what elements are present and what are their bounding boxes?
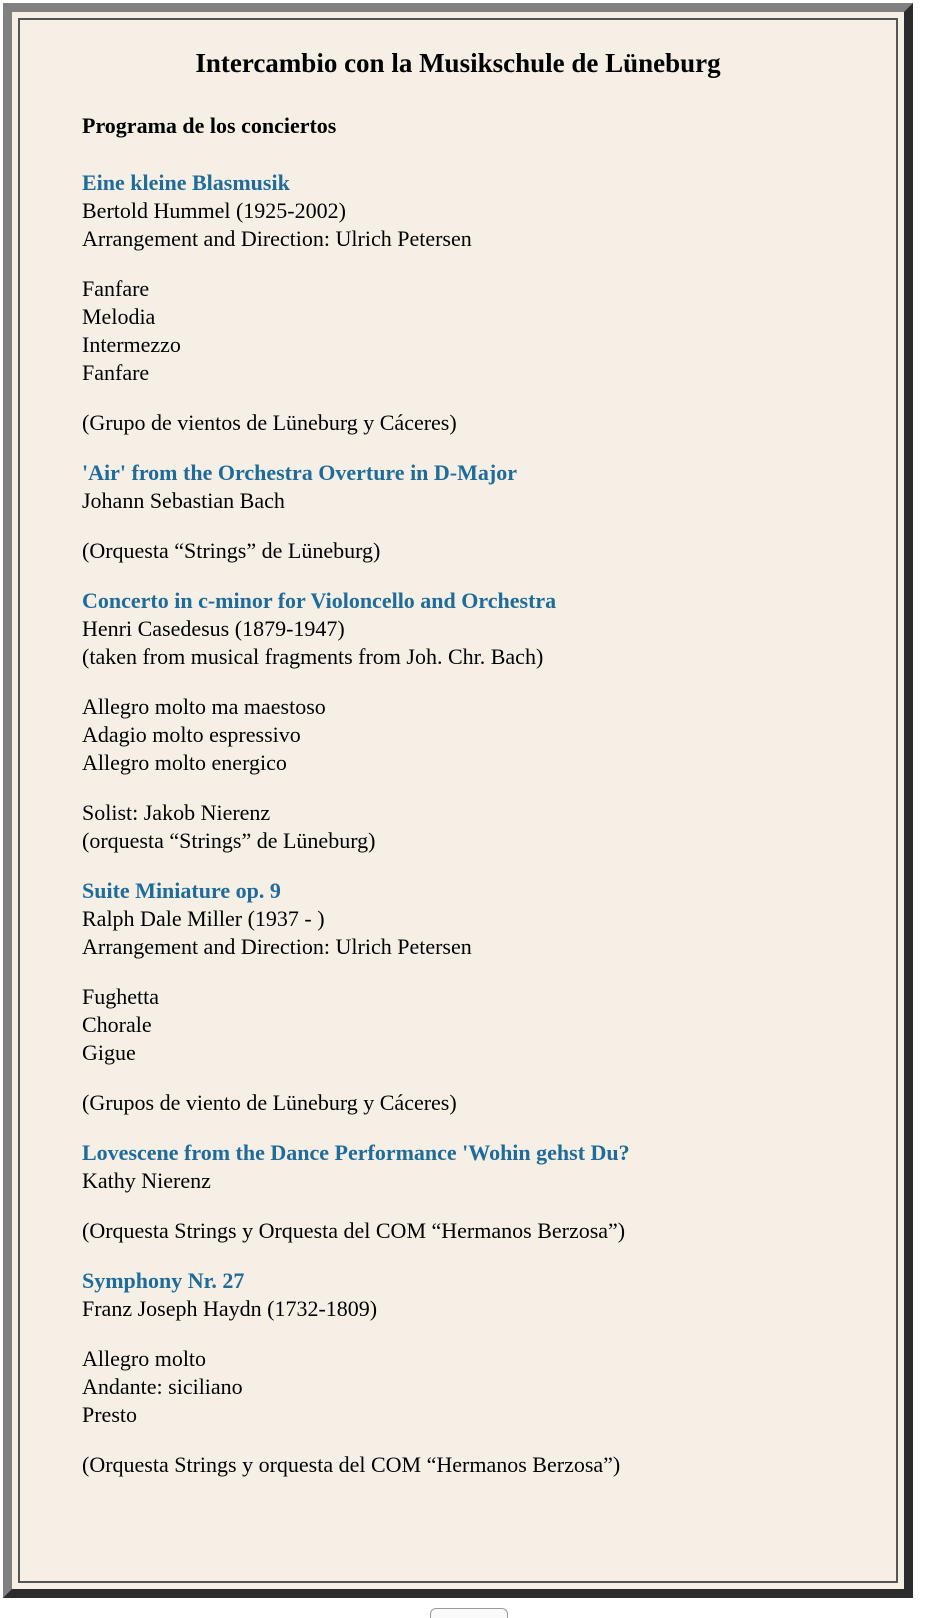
piece-header	[82, 1139, 862, 1195]
piece-header	[82, 459, 862, 515]
movement-item: Allegro molto	[82, 1346, 207, 1371]
performer-notes	[82, 1089, 862, 1117]
performer-note: (Grupo de vientos de Lüneburg y Cáceres)	[82, 410, 457, 435]
movement-item: Andante: siciliano	[82, 1374, 243, 1399]
performer-note: Solist: Jakob Nierenz	[82, 800, 271, 825]
movement-item: Allegro molto ma maestoso	[82, 694, 326, 719]
performer-notes	[82, 1451, 862, 1479]
performer-notes	[82, 409, 862, 437]
piece-info-line: Ralph Dale Miller (1937 - )	[82, 906, 325, 931]
page-frame	[3, 3, 913, 1598]
piece-header	[82, 877, 862, 961]
movement-list	[82, 983, 862, 1067]
movement-item: Fanfare	[82, 276, 150, 301]
program-list	[82, 169, 862, 1501]
movement-list	[82, 275, 862, 387]
piece-info-line: (taken from musical fragments from Joh. Chr. Bach)	[82, 644, 544, 669]
piece-title: Lovescene from the Dance Performance 'Wohin gehst Du?	[82, 1140, 630, 1165]
piece-info-line: Arrangement and Direction: Ulrich Petersen	[82, 226, 472, 251]
bottom-tab[interactable]	[430, 1608, 508, 1618]
performer-note: (Orquesta “Strings” de Lüneburg)	[82, 538, 381, 563]
program-piece	[82, 459, 862, 565]
movement-item: Allegro molto energico	[82, 750, 287, 775]
piece-info-line: Henri Casedesus (1879-1947)	[82, 616, 345, 641]
piece-title: Concerto in c-minor for Violoncello and Orchestra	[82, 588, 557, 613]
program-subtitle: Programa de los conciertos	[82, 113, 337, 138]
movement-item: Chorale	[82, 1012, 152, 1037]
page-title: Intercambio con la Musikschule de Lüneburg	[195, 48, 721, 78]
piece-header	[82, 1267, 862, 1323]
program-piece	[82, 1267, 862, 1479]
program-piece	[82, 1139, 862, 1245]
performer-notes	[82, 1217, 862, 1245]
movement-item: Melodia	[82, 304, 156, 329]
movement-list	[82, 1345, 862, 1429]
movement-item: Fanfare	[82, 360, 150, 385]
piece-title: Suite Miniature op. 9	[82, 878, 281, 903]
piece-info-line: Johann Sebastian Bach	[82, 488, 285, 513]
performer-notes	[82, 799, 862, 855]
piece-info-line: Franz Joseph Haydn (1732-1809)	[82, 1296, 378, 1321]
movement-list	[82, 693, 862, 777]
movement-item: Adagio molto espressivo	[82, 722, 301, 747]
piece-info-line: Arrangement and Direction: Ulrich Petersen	[82, 934, 472, 959]
performer-note: (Orquesta Strings y orquesta del COM “Hermanos Berzosa”)	[82, 1452, 621, 1477]
performer-note: (Grupos de viento de Lüneburg y Cáceres)	[82, 1090, 457, 1115]
piece-header	[82, 169, 862, 253]
piece-header	[82, 587, 862, 671]
piece-info-line: Kathy Nierenz	[82, 1168, 211, 1193]
program-piece	[82, 877, 862, 1117]
program-piece	[82, 587, 862, 855]
movement-item: Intermezzo	[82, 332, 181, 357]
movement-item: Presto	[82, 1402, 137, 1427]
piece-title: 'Air' from the Orchestra Overture in D-Major	[82, 460, 517, 485]
piece-title: Eine kleine Blasmusik	[82, 170, 290, 195]
movement-item: Fughetta	[82, 984, 159, 1009]
performer-note: (orquesta “Strings” de Lüneburg)	[82, 828, 376, 853]
performer-notes	[82, 537, 862, 565]
piece-info-line: Bertold Hummel (1925-2002)	[82, 198, 346, 223]
movement-item: Gigue	[82, 1040, 136, 1065]
program-piece	[82, 169, 862, 437]
piece-title: Symphony Nr. 27	[82, 1268, 245, 1293]
performer-note: (Orquesta Strings y Orquesta del COM “Hermanos Berzosa”)	[82, 1218, 626, 1243]
